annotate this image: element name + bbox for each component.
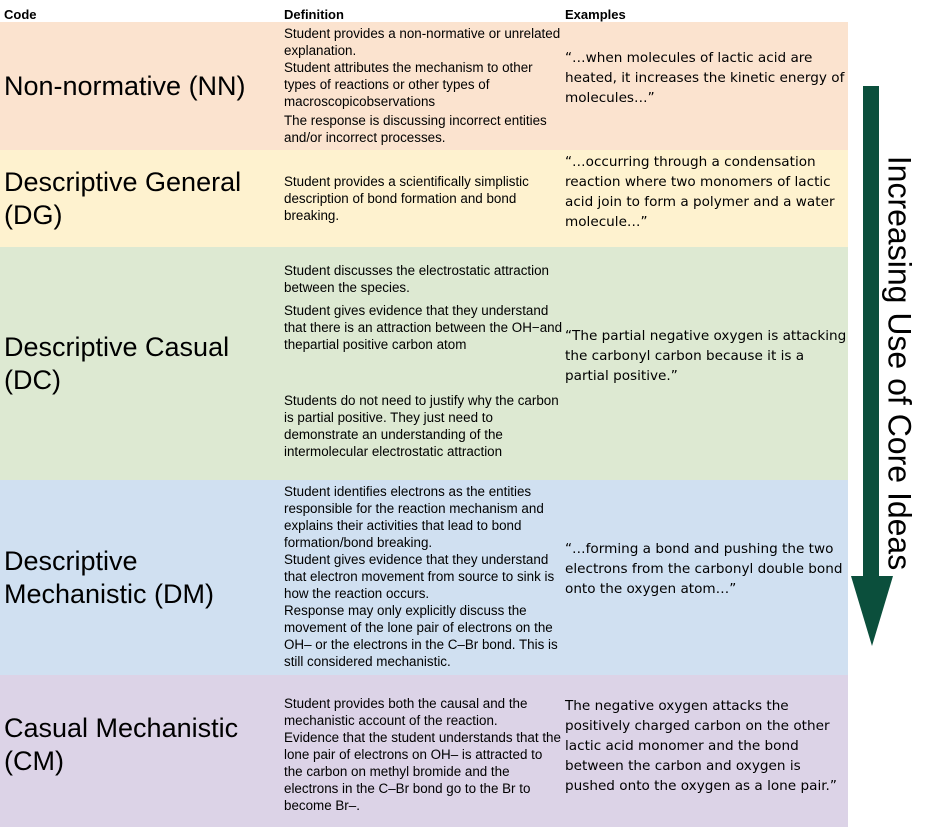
definition-text: The response is discussing incorrect entities and/or incorrect processes. <box>284 113 547 145</box>
example-cell: “…occurring through a condensation reaction where two monomers of lactic acid join to form a polymer and a water molecule…” <box>565 154 835 230</box>
code-label: Descriptive Mechanistic (DM) <box>4 546 215 609</box>
definition-text: Evidence that the student understands that the lone pair of electrons on OH– is attracted to the carbon on methyl bromide and the electrons in the C–Br bond go to the Br to become Br–. <box>284 730 561 813</box>
definition-text: Student provides a scientifically simplistic description of bond formation and bond breaking. <box>284 174 529 223</box>
header-code: Code <box>4 7 37 22</box>
row-descriptive-casual <box>0 247 848 480</box>
example-cell: “…forming a bond and pushing the two electrons from the carbonyl double bond onto the oxygen atom…” <box>565 541 843 597</box>
definition-cell <box>284 25 564 146</box>
code-label: Casual Mechanistic (CM) <box>4 713 239 776</box>
definition-text: Response may only explicitly discuss the movement of the lone pair of electrons on the OH– or the electrons in the C–Br bond. This is still considered mechanistic. <box>284 603 558 669</box>
definition-cell <box>284 262 564 460</box>
header-examples: Examples <box>565 7 626 22</box>
definition-text: Students do not need to justify why the carbon is partial positive. They just need to demonstrate an understanding of the intermolecular electrostatic attraction <box>284 393 559 459</box>
row-descriptive-mechanistic <box>0 480 848 675</box>
header-definition: Definition <box>284 7 344 22</box>
side-label: Increasing Use of Core Ideas <box>881 155 918 571</box>
definition-cell <box>284 173 564 224</box>
example-cell: “The partial negative oxygen is attacking the carbonyl carbon because it is a partial positive.” <box>565 328 847 384</box>
definition-text: Student discusses the electrostatic attraction between the species. <box>284 263 549 295</box>
definition-text: Student attributes the mechanism to other types of reactions or other types of macroscopicobservations <box>284 60 533 109</box>
side-label-container <box>868 118 930 608</box>
definition-text: Student identifies electrons as the entities responsible for the reaction mechanism and explains their activities that lead to bond formation/bond breaking. <box>284 484 544 550</box>
definition-text: Student provides both the causal and the mechanistic account of the reaction. <box>284 696 528 728</box>
row-casual-mechanistic <box>0 675 848 827</box>
definition-cell <box>284 483 564 670</box>
code-label: Non-normative (NN) <box>4 71 246 101</box>
row-non-normative <box>0 22 848 150</box>
row-descriptive-general <box>0 150 848 247</box>
example-cell: The negative oxygen attacks the positively charged carbon on the other lactic acid monomer and the bond between the carbon and oxygen is pushed onto the oxygen as a lone pair.” <box>565 698 837 794</box>
example-cell: “…when molecules of lactic acid are heated, it increases the kinetic energy of molecules…” <box>565 50 845 106</box>
definition-cell <box>284 695 564 814</box>
definition-text: Student gives evidence that they understand that there is an attraction between the OH−and thepartial positive carbon atom <box>284 303 563 352</box>
code-label: Descriptive General (DG) <box>4 167 242 230</box>
code-label: Descriptive Casual (DC) <box>4 332 230 395</box>
definition-text: Student gives evidence that they understand that electron movement from source to sink is how the reaction occurs. <box>284 552 555 601</box>
definition-text: Student provides a non-normative or unrelated explanation. <box>284 26 561 58</box>
